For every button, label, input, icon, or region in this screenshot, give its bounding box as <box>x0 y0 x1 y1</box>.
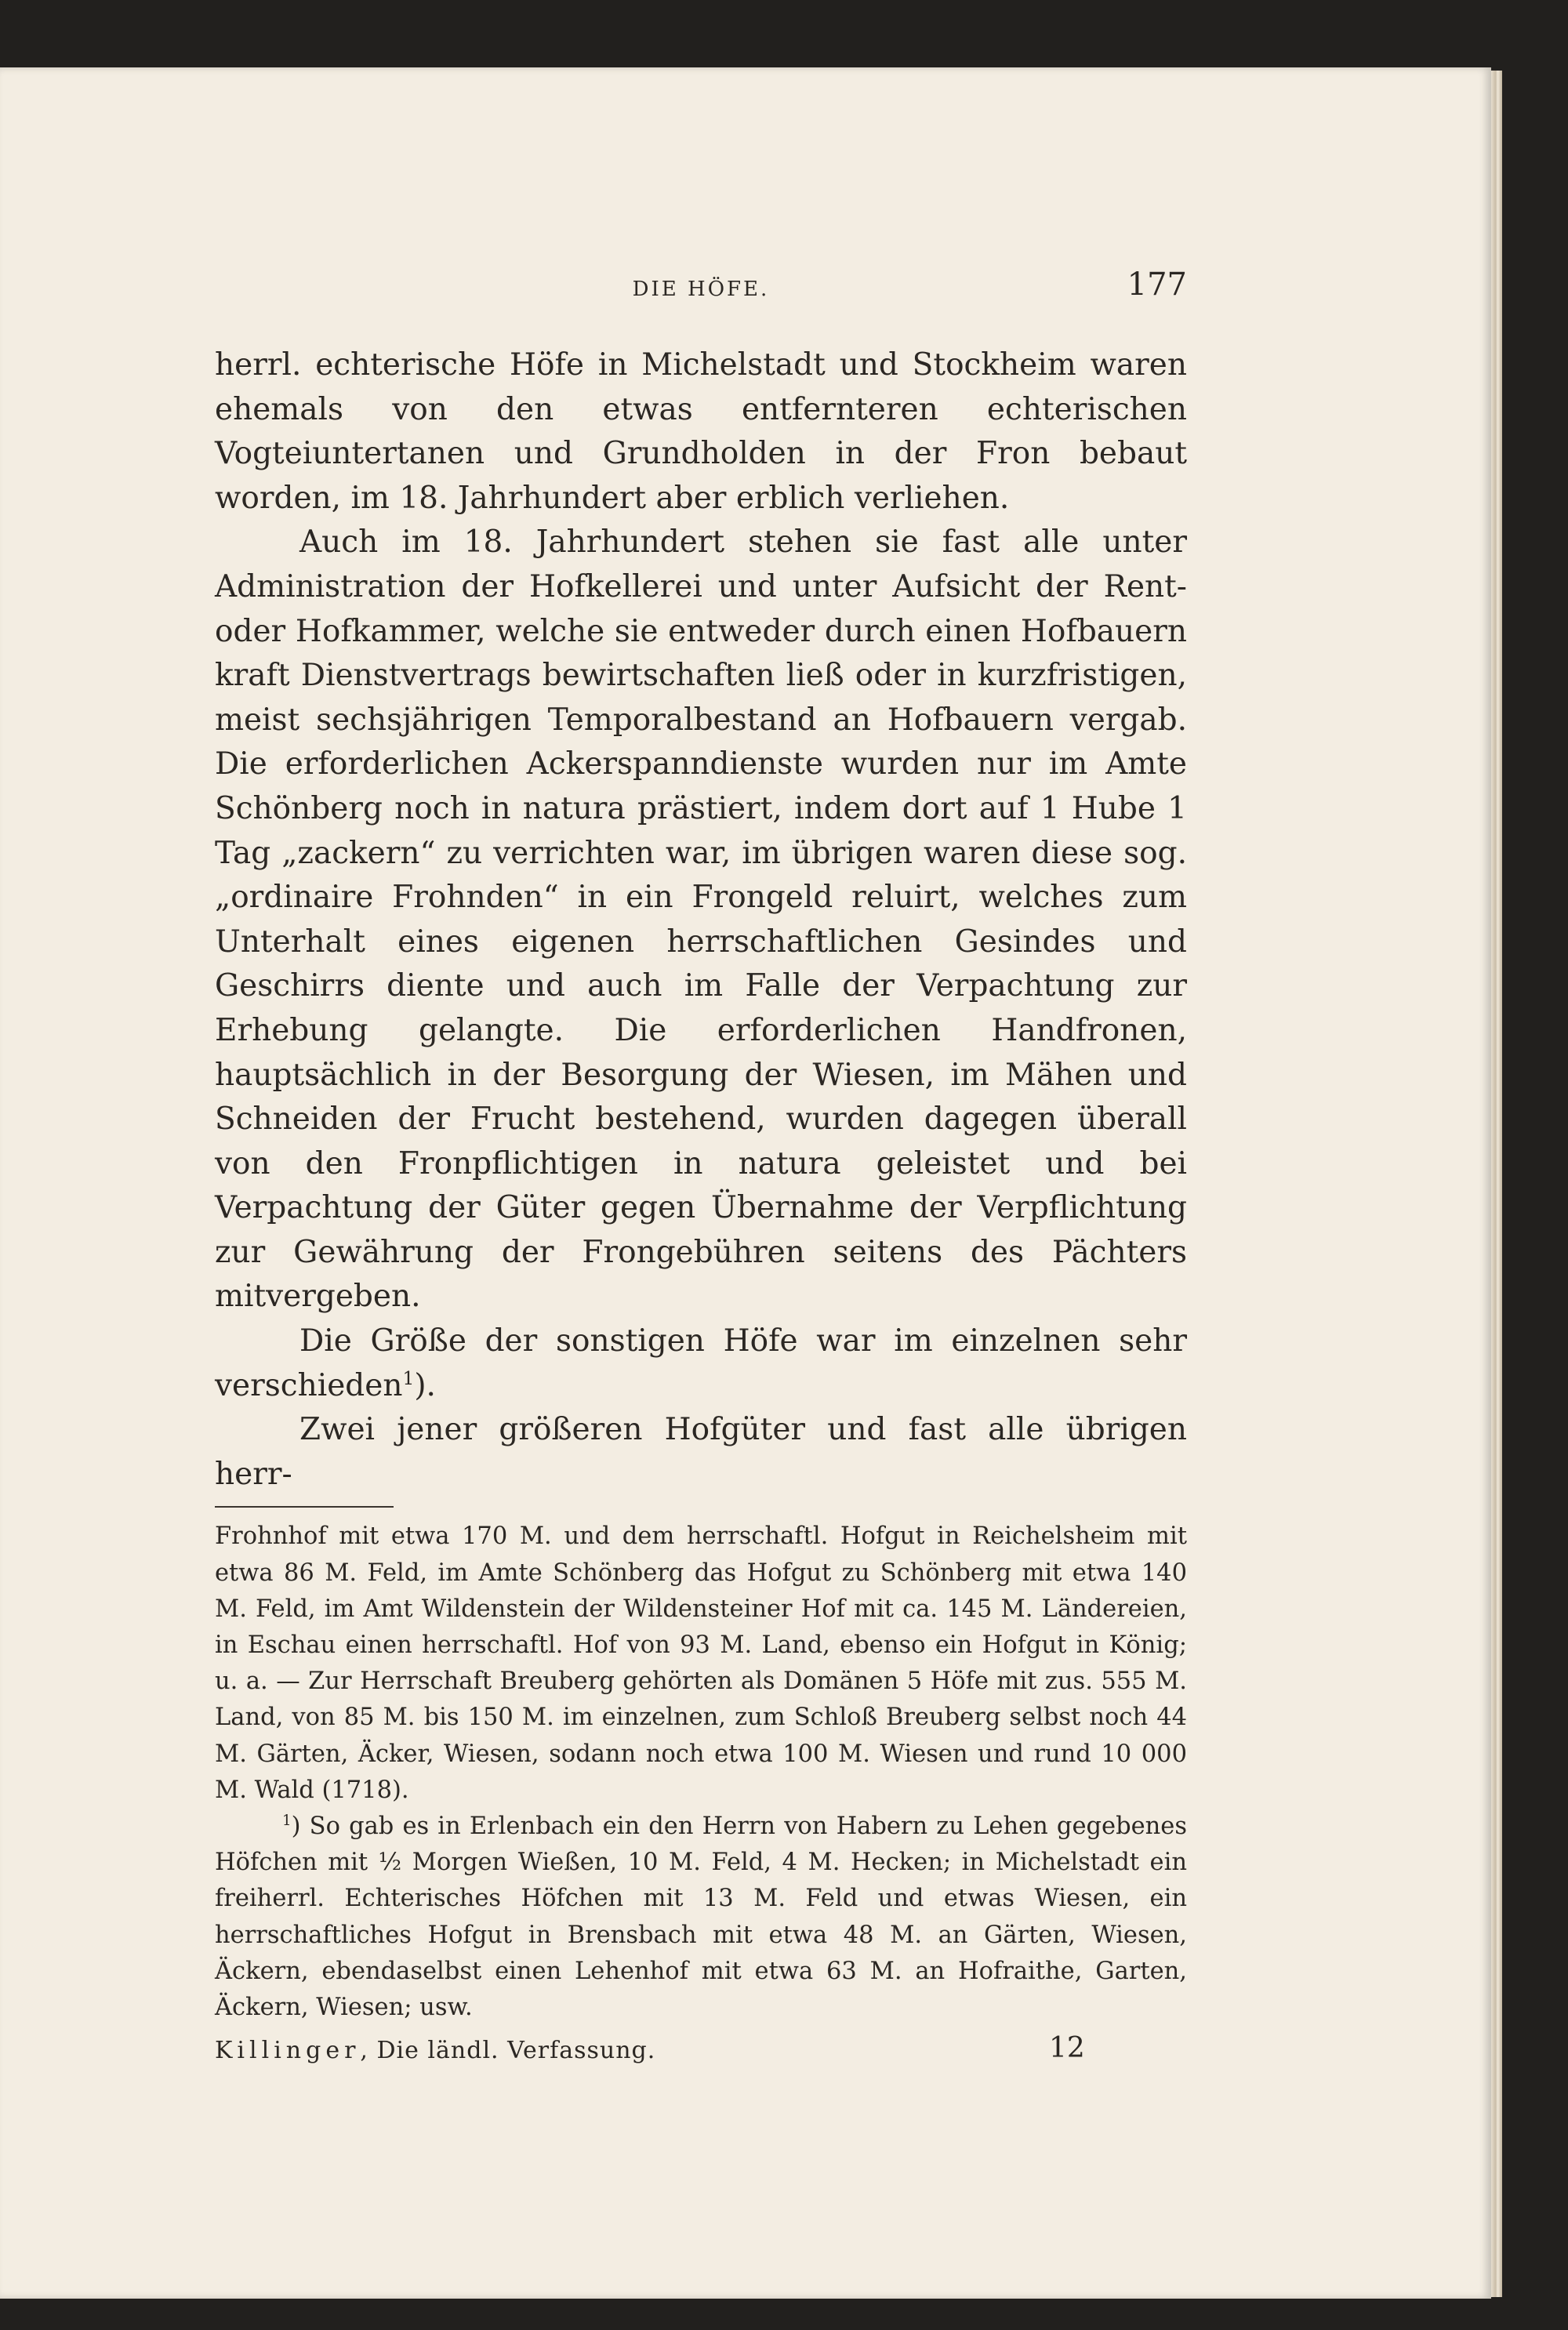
running-head-title: DIE HÖFE. <box>632 278 770 301</box>
paragraph-3 <box>215 1319 1187 1408</box>
footnote-1-mark: 1 <box>282 1812 292 1829</box>
footer-author: Killinger <box>215 2037 361 2065</box>
footnote-continuation: Frohnhof mit etwa 170 M. und dem herrschaftl. Hofgut in Reichelsheim mit etwa 86 M. Feld, im Amte Schönberg das Hofgut zu Schönberg mit etwa 140 M. Feld, im Amt Wildenstein der Wildensteiner Hof mit ca. 145 M. Ländereien, in Eschau einen herrschaftl. Hof von 93 M. Land, ebenso ein Hofgut in König; u. a. — Zur Herrschaft Breuberg gehörten als Domänen 5 Höfe mit zus. 555 M. Land, von 85 M. bis 150 M. im einzelnen, zum Schloß Breuberg selbst noch 44 M. Gärten, Äcker, Wiesen, sodann noch etwa 100 M. Wiesen und rund 10 000 M. Wald (1718). <box>215 1522 1187 1804</box>
footnotes <box>215 1519 1187 2026</box>
page-footer <box>215 2032 1187 2076</box>
running-head <box>215 267 1187 315</box>
paragraph-3-end: ). <box>414 1367 436 1403</box>
paragraph-4: Zwei jener größeren Hofgüter und fast alle übrigen herr- <box>215 1412 1187 1492</box>
paragraph-3-text: Die Größe der sonstigen Höfe war im einzelnen sehr verschieden <box>215 1323 1187 1403</box>
footnote-1-text: ) So gab es in Erlenbach ein den Herrn von Habern zu Lehen gegebenes Höfchen mit ½ Morgen Wießen, 10 M. Feld, 4 M. Hecken; in Michelstadt ein freiherrl. Echterisches Höfchen mit 13 M. Feld und etwas Wiesen, ein herrschaftliches Hofgut in Brensbach mit etwa 48 M. an Gärten, Wiesen, Äckern, ebendaselbst einen Lehenhof mit etwa 63 M. an Hofraithe, Garten, Äckern, Wiesen; usw. <box>215 1813 1187 2022</box>
page-edge-stack <box>1491 71 1502 2297</box>
body-text <box>215 343 1187 1497</box>
footnote-rule <box>215 1506 394 1508</box>
paragraph-1: herrl. echterische Höfe in Michelstadt und Stockheim waren ehemals von den etwas entfernteren echterischen Vogteiuntertanen und Grundholden in der Fron bebaut worden, im 18. Jahrhundert aber erblich verliehen. <box>215 347 1187 516</box>
footer-title: , Die ländl. Verfassung. <box>360 2037 656 2065</box>
signature-mark: 12 <box>1049 2032 1085 2065</box>
footer-credit <box>215 2037 655 2064</box>
footnote-1 <box>215 1809 1187 2026</box>
footnote-ref-1: 1 <box>402 1366 415 1389</box>
page-number: 177 <box>1127 267 1187 303</box>
paragraph-2: Auch im 18. Jahrhundert stehen sie fast alle unter Administration der Hofkellerei und unter Aufsicht der Rent- oder Hofkammer, welche sie entweder durch einen Hofbauern kraft Dienstvertrags bewirtschaften ließ oder in kurzfristigen, meist sechsjährigen Temporalbestand an Hofbauern vergab. Die erforderlichen Ackerspanndienste wurden nur im Amte Schönberg noch in natura prästiert, indem dort auf 1 Hube 1 Tag „zackern“ zu verrichten war, im übrigen waren diese sog. „ordinaire Frohnden“ in ein Frongeld reluirt, welches zum Unterhalt eines eigenen herrschaftlichen Gesindes und Geschirrs diente und auch im Falle der Verpachtung zur Erhebung gelangte. Die erforderlichen Handfronen, hauptsächlich in der Besorgung der Wiesen, im Mähen und Schneiden der Frucht bestehend, wurden dagegen überall von den Fronpflichtigen in natura geleistet und bei Verpachtung der Güter gegen Übernahme der Verpflichtung zur Gewährung der Frongebühren seitens des Pächters mitvergeben. <box>215 524 1187 1315</box>
text-block <box>215 267 1187 2076</box>
